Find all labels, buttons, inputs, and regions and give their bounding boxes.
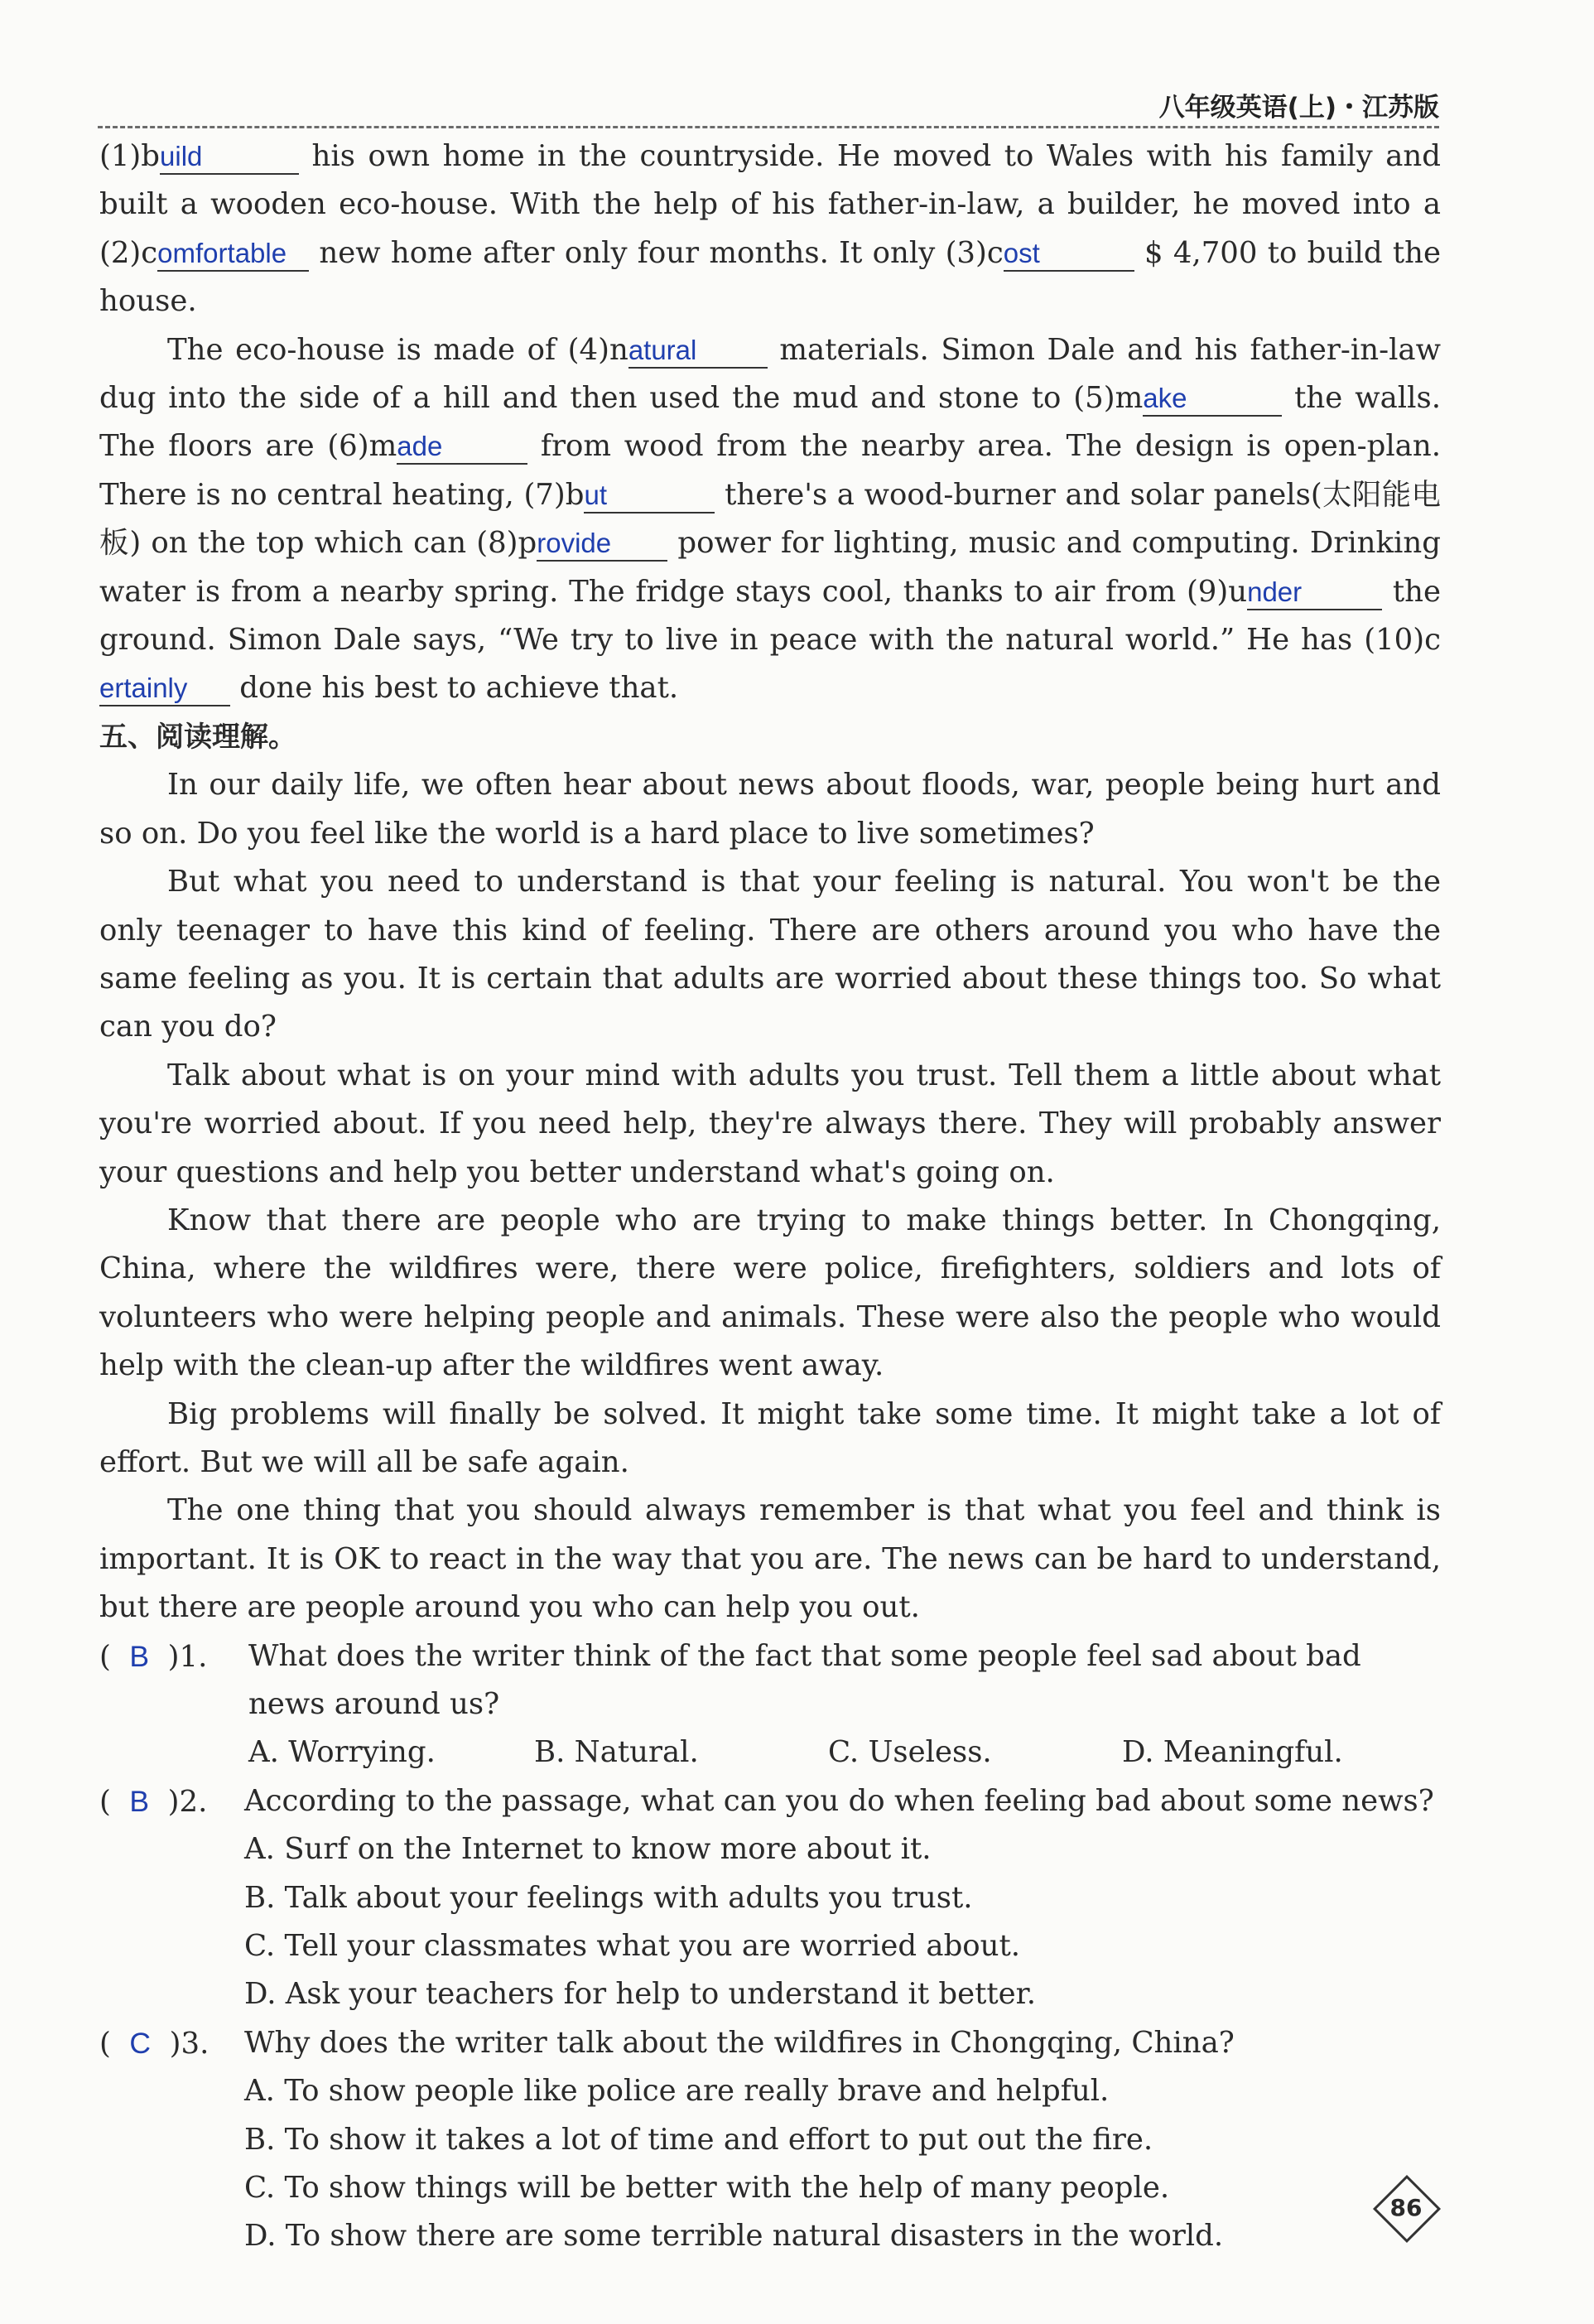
question-text: What does the writer think of the fact that some people feel sad about bad news around us? xyxy=(248,1638,1361,1721)
question-text: According to the passage, what can you do when feeling bad about some news? xyxy=(244,1783,1434,1818)
option: D. To show there are some terrible natural disasters in the world. xyxy=(244,2219,1224,2254)
bracket-open: ( xyxy=(99,1639,130,1674)
bracket-close: )3. xyxy=(151,2026,209,2061)
answer-letter: B xyxy=(129,1639,150,1673)
text-run: materials. Simon Dale and his father-in-law dug into the side of a hill and then used the mud and stone to (5)m xyxy=(99,332,1441,416)
option: A. Worrying. xyxy=(248,1735,436,1770)
answer-bracket xyxy=(99,2019,209,2068)
question-1 xyxy=(99,1632,1441,1729)
question-3 xyxy=(99,2019,1441,2067)
reading-paragraph: But what you need to understand is that your feeling is natural. You won't be the only teenager to have this kind of feeling. There are others around you who have the same feeling as you. It is certain that adults are worried about these things too. So what can you do? xyxy=(99,865,1441,1044)
option: C. To show things will be better with the help of many people. xyxy=(244,2171,1170,2206)
text-run: the ground. Simon Dale says, “We try to live in peace with the natural world.” He has (10)c xyxy=(99,574,1441,658)
bracket-open: ( xyxy=(99,1784,130,1819)
option: A. To show people like police are really brave and helpful. xyxy=(244,2074,1110,2109)
text-run: there's a wood-burner and solar panels(太阳能电板) on the top which can (8)p xyxy=(99,477,1442,561)
answer-letter: B xyxy=(129,1784,150,1818)
answer-blank-3: ost xyxy=(1004,237,1134,272)
answer-blank-4: atural xyxy=(628,334,768,369)
reading-paragraph: In our daily life, we often hear about news about floods, war, people being hurt and so on. Do you feel like the world is a hard place to live sometimes? xyxy=(99,768,1441,851)
bracket-close: )1. xyxy=(149,1639,208,1674)
page-number: 86 xyxy=(1389,2194,1423,2221)
text-run: from wood from the nearby area. The design is open-plan. There is no central heating, (7)b xyxy=(99,429,1441,512)
bracket-close: )2. xyxy=(149,1784,208,1819)
answer-blank-7: ut xyxy=(584,479,715,513)
reading-paragraph: Big problems will finally be solved. It might take some time. It might take a lot of effort. But we will all be safe again. xyxy=(99,1396,1441,1479)
text-run: done his best to achieve that. xyxy=(230,671,679,706)
answer-blank-2: omfortable xyxy=(157,237,309,272)
content xyxy=(99,133,1441,2261)
text-run: the walls. The floors are (6)m xyxy=(99,381,1441,464)
reading-paragraph: The one thing that you should always remember is that what you feel and think is important. It is OK to react in the way that you are. The news can be hard to understand, but there are people around you who can help you out. xyxy=(99,1493,1441,1625)
option: B. To show it takes a lot of time and effort to put out the fire. xyxy=(244,2122,1153,2157)
answer-bracket xyxy=(99,1777,207,1826)
answer-letter: C xyxy=(129,2026,152,2060)
bracket-open: ( xyxy=(99,2026,130,2061)
option: D. Ask your teachers for help to understand it better. xyxy=(244,1977,1037,2012)
reading-paragraph: Know that there are people who are trying to make things better. In Chongqing, China, where the wildfires were, there were police, firefighters, soldiers and lots of volunteers who were helping people and animals. These were also the people who would help with the clean-up after the wildfires went away. xyxy=(99,1203,1441,1383)
text-run: $ 4,700 to build the house. xyxy=(99,235,1442,319)
page-number-badge xyxy=(1375,2177,1437,2240)
passage-paragraph-2 xyxy=(99,326,1441,713)
option: C. Tell your classmates what you are worried about. xyxy=(244,1929,1021,1964)
text-run: power for lighting, music and computing. Drinking water is from a nearby spring. The fridge stays cool, thanks to air from (9)u xyxy=(99,526,1441,609)
answer-bracket xyxy=(99,1632,207,1681)
text-run: (1)b xyxy=(99,139,161,173)
book-title: 八年级英语(上)・江苏版 xyxy=(1158,93,1439,123)
text-run: The eco-house is made of (4)n xyxy=(167,332,628,367)
passage-paragraph-1 xyxy=(99,133,1441,326)
answer-blank-5: ake xyxy=(1143,382,1282,417)
option: C. Useless. xyxy=(828,1735,992,1770)
answer-blank-6: ade xyxy=(397,430,527,465)
options-row xyxy=(99,1729,1441,1777)
answer-blank-1: uild xyxy=(160,140,299,175)
answer-blank-8: rovide xyxy=(537,527,667,562)
text-run: his own home in the countryside. He moved to Wales with his family and built a wooden eco-house. With the help of his father-in-law, a builder, he moved into a (2)c xyxy=(99,139,1441,270)
question-text: Why does the writer talk about the wildfires in Chongqing, China? xyxy=(244,2025,1235,2060)
answer-blank-10: ertainly xyxy=(99,672,230,706)
reading-paragraph: Talk about what is on your mind with adults you trust. Tell them a little about what you're worried about. If you need help, they're always there. They will probably answer your questions and help you better understand what's going on. xyxy=(99,1058,1441,1189)
option: D. Meaningful. xyxy=(1122,1735,1343,1770)
text-run: new home after only four months. It only (3)c xyxy=(309,235,1004,270)
option: A. Surf on the Internet to know more about it. xyxy=(244,1832,932,1867)
section-title: 五、阅读理解。 xyxy=(99,720,296,754)
question-2 xyxy=(99,1777,1441,1825)
page-header xyxy=(98,83,1439,128)
option: B. Talk about your feelings with adults you trust. xyxy=(244,1880,973,1915)
answer-blank-9: nder xyxy=(1247,576,1382,610)
option: B. Natural. xyxy=(534,1735,699,1770)
